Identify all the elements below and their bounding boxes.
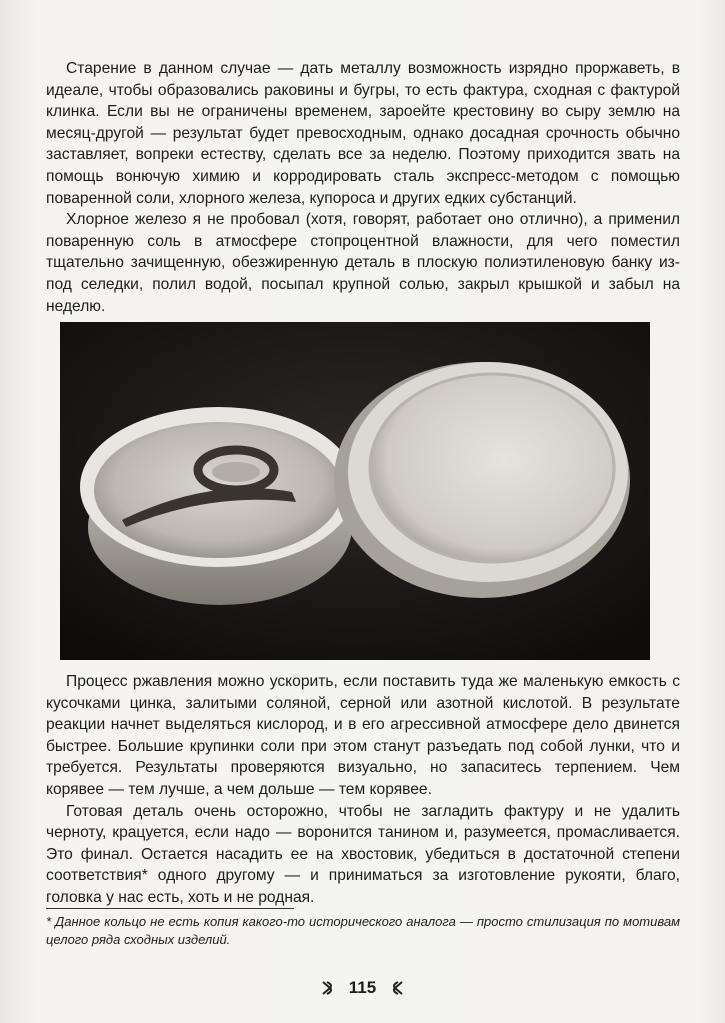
photo-container-with-crossguard (60, 322, 650, 660)
paragraph: Старение в данном случае — дать металлу возможность изрядно проржаветь, в идеале, чтобы образовались раковины и бугры, то есть фактура, сходная с фактурой клинка. Если вы не ограничены временем, зароейте крестовину во сыру землю на месяц-другой — результат будет превосходным, однако досадная срочность обычно заставляет, вопреки естеству, сделать все за неделю. Поэтому приходится звать на помощь вонючую химию и корродировать сталь экспресс-методом с помощью поваренной соли, хлорного железа, купороса и других едких субстанций. (46, 60, 680, 207)
ornament-right-icon (386, 979, 404, 997)
paragraph: Хлорное железо я не пробовал (хотя, говорят, работает оно отлично), а применил поваренную соль в атмосфере стопроцентной влажности, для чего поместил тщательно зачищенную, обезжиренную деталь в плоскую полиэтиленовую банку из-под селедки, полил водой, посыпал крупной солью, закрыл крышкой и забыл на неделю. (46, 211, 680, 315)
footnote-divider (46, 908, 294, 909)
body-text-bottom (46, 671, 680, 909)
paragraph: Процесс ржавления можно ускорить, если поставить туда же маленькую емкость с кусочками цинка, залитыми соляной, серной или азотной кислотой. В результате реакции начнет выделяться кислород, и в его агрессивной атмосфере дело двинется быстрее. Большие крупинки соли при этом станут разъедать под собой лунки, что и требуется. Результаты проверяются визуально, но запаситесь терпением. Чем корявее — тем лучше, а чем дольше — тем корявее. (46, 673, 680, 798)
page-number: 115 (348, 978, 377, 997)
body-text-top (46, 58, 680, 317)
photo-illustration (60, 322, 650, 660)
footnote: * Данное кольцо не есть копия какого-то исторического аналога — просто стилизация по мотивам целого ряда сходных изделий. (46, 914, 680, 947)
paragraph: Готовая деталь очень осторожно, чтобы не загладить фактуру и не удалить черноту, крацуется, если надо — воронится танином и, разумеется, промасливается. Это финал. Остается насадить ее на хвостовик, убедиться в достаточной степени соответствия* одного другому — и приниматься за изготовление рукояти, благо, головка у нас есть, хоть и не родная. (46, 802, 680, 906)
page-footer (0, 975, 725, 1001)
ornament-left-icon (321, 979, 339, 997)
